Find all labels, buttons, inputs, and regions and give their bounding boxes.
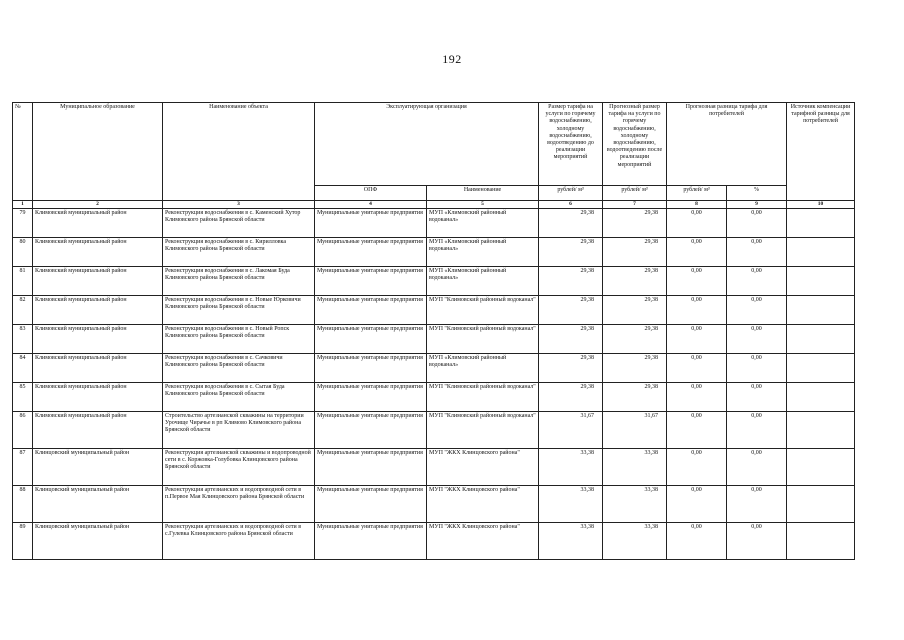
tariff-before-cell: 29,38	[539, 325, 603, 354]
organization-cell: МУП "Климовский районный водоканал"	[427, 412, 539, 449]
object-name-cell: Реконструкция водоснабжения в с. Новые Юрковичи Климовского района Брянской области	[163, 296, 315, 325]
tariff-diff-percent-cell: 0,00	[727, 486, 787, 523]
tariff-diff-percent-cell: 0,00	[727, 325, 787, 354]
row-number: 87	[13, 449, 33, 486]
opf-cell: Муниципальные унитарные предприятия	[315, 209, 427, 238]
table-row	[13, 325, 855, 354]
tariff-before-cell: 29,38	[539, 354, 603, 383]
object-name-cell: Реконструкция артезианской скважины и водопроводной сети в с. Коржовка-Голубовка Клинцовского района Брянской области	[163, 449, 315, 486]
row-number: 89	[13, 523, 33, 560]
header-municipality: Муниципальное образование	[33, 103, 163, 201]
tariff-diff-percent-cell: 0,00	[727, 267, 787, 296]
opf-cell: Муниципальные унитарные предприятия	[315, 267, 427, 296]
tariff-diff-cell: 0,00	[667, 296, 727, 325]
col-number: 9	[727, 201, 787, 209]
tariff-before-cell: 29,38	[539, 296, 603, 325]
tariff-before-cell: 31,67	[539, 412, 603, 449]
organization-cell: МУП "Климовский районный водоканал"	[427, 325, 539, 354]
tariff-diff-percent-cell: 0,00	[727, 383, 787, 412]
tariff-after-cell: 29,38	[603, 383, 667, 412]
tariff-before-cell: 29,38	[539, 238, 603, 267]
tariff-after-cell: 33,38	[603, 486, 667, 523]
row-number: 84	[13, 354, 33, 383]
header-operator: Эксплуатирующая организация	[315, 103, 539, 186]
table-row	[13, 267, 855, 296]
tariff-diff-percent-cell: 0,00	[727, 209, 787, 238]
tariff-before-cell: 33,38	[539, 449, 603, 486]
tariff-after-cell: 29,38	[603, 296, 667, 325]
opf-cell: Муниципальные унитарные предприятия	[315, 238, 427, 267]
table-row	[13, 296, 855, 325]
compensation-source-cell	[787, 354, 855, 383]
municipality-cell: Климовский муниципальный район	[33, 238, 163, 267]
page-number: 192	[442, 52, 462, 66]
table-row	[13, 354, 855, 383]
organization-cell: МУП "Климовский районный водоканал"	[427, 383, 539, 412]
opf-cell: Муниципальные унитарные предприятия	[315, 412, 427, 449]
table-row	[13, 383, 855, 412]
object-name-cell: Реконструкция водоснабжения в с. Каменский Хутор Климовского района Брянской области	[163, 209, 315, 238]
col-number: 2	[33, 201, 163, 209]
municipality-cell: Климовский муниципальный район	[33, 383, 163, 412]
opf-cell: Муниципальные унитарные предприятия	[315, 325, 427, 354]
table-row	[13, 209, 855, 238]
municipality-cell: Клинцовский муниципальный район	[33, 486, 163, 523]
opf-cell: Муниципальные унитарные предприятия	[315, 296, 427, 325]
header-object: Наименование объекта	[163, 103, 315, 201]
tariff-after-cell: 29,38	[603, 354, 667, 383]
tariff-diff-cell: 0,00	[667, 412, 727, 449]
municipality-cell: Климовский муниципальный район	[33, 296, 163, 325]
row-number: 80	[13, 238, 33, 267]
municipality-cell: Климовский муниципальный район	[33, 209, 163, 238]
object-name-cell: Реконструкция водоснабжения в с. Кирилловка Климовского района Брянской области	[163, 238, 315, 267]
compensation-source-cell	[787, 209, 855, 238]
municipality-cell: Клинцовский муниципальный район	[33, 523, 163, 560]
object-name-cell: Реконструкция артезианских и водопроводной сети в п.Первое Мая Клинцовского района Брянской области	[163, 486, 315, 523]
tariff-before-cell: 29,38	[539, 267, 603, 296]
organization-cell: МУП «Климовский районный водоканал»	[427, 354, 539, 383]
tariff-after-cell: 29,38	[603, 238, 667, 267]
tariff-after-cell: 33,38	[603, 523, 667, 560]
table-row	[13, 449, 855, 486]
col-number: 10	[787, 201, 855, 209]
tariff-diff-percent-cell: 0,00	[727, 238, 787, 267]
col-number: 1	[13, 201, 33, 209]
tariff-before-cell: 29,38	[539, 383, 603, 412]
organization-cell: МУП "ЖКХ Клинцовского района"	[427, 523, 539, 560]
table-row	[13, 238, 855, 267]
opf-cell: Муниципальные унитарные предприятия	[315, 486, 427, 523]
subheader-unit-diff: рублей/ м³	[667, 186, 727, 201]
tariff-after-cell: 31,67	[603, 412, 667, 449]
table-row	[13, 486, 855, 523]
tariff-after-cell: 33,38	[603, 449, 667, 486]
opf-cell: Муниципальные унитарные предприятия	[315, 449, 427, 486]
row-number: 86	[13, 412, 33, 449]
compensation-source-cell	[787, 238, 855, 267]
tariff-diff-cell: 0,00	[667, 449, 727, 486]
col-number: 5	[427, 201, 539, 209]
tariff-after-cell: 29,38	[603, 325, 667, 354]
tariff-diff-percent-cell: 0,00	[727, 296, 787, 325]
municipality-cell: Климовский муниципальный район	[33, 267, 163, 296]
compensation-source-cell	[787, 296, 855, 325]
table-row	[13, 412, 855, 449]
organization-cell: МУП «Климовский районный водоканал»	[427, 267, 539, 296]
column-number-row	[13, 201, 855, 209]
header-compensation-source: Источник компенсации тарифной разницы для потребителей	[787, 103, 855, 201]
col-number: 8	[667, 201, 727, 209]
compensation-source-cell	[787, 486, 855, 523]
compensation-source-cell	[787, 267, 855, 296]
col-number: 4	[315, 201, 427, 209]
opf-cell: Муниципальные унитарные предприятия	[315, 523, 427, 560]
header-tariff-diff: Прогнозная разница тарифа для потребителей	[667, 103, 787, 186]
tariff-before-cell: 33,38	[539, 523, 603, 560]
tariff-diff-cell: 0,00	[667, 354, 727, 383]
row-number: 81	[13, 267, 33, 296]
tariff-diff-cell: 0,00	[667, 523, 727, 560]
subheader-unit-after: рублей/ м³	[603, 186, 667, 201]
municipality-cell: Климовский муниципальный район	[33, 354, 163, 383]
organization-cell: МУП «Климовский районный водоканал»	[427, 238, 539, 267]
municipality-cell: Климовский муниципальный район	[33, 412, 163, 449]
tariff-table	[12, 102, 855, 560]
row-number: 79	[13, 209, 33, 238]
organization-cell: МУП «Климовский районный водоканал»	[427, 209, 539, 238]
tariff-after-cell: 29,38	[603, 267, 667, 296]
municipality-cell: Климовский муниципальный район	[33, 325, 163, 354]
compensation-source-cell	[787, 325, 855, 354]
compensation-source-cell	[787, 412, 855, 449]
col-number: 3	[163, 201, 315, 209]
organization-cell: МУП "ЖКХ Клинцовского района"	[427, 449, 539, 486]
tariff-diff-cell: 0,00	[667, 325, 727, 354]
row-number: 83	[13, 325, 33, 354]
row-number: 82	[13, 296, 33, 325]
object-name-cell: Реконструкция водоснабжения в с. Лакомая Буда Климовского района Брянской области	[163, 267, 315, 296]
tariff-diff-cell: 0,00	[667, 486, 727, 523]
subheader-name: Наименование	[427, 186, 539, 201]
col-number: 6	[539, 201, 603, 209]
tariff-before-cell: 33,38	[539, 486, 603, 523]
subheader-unit-before: рублей/ м³	[539, 186, 603, 201]
header-number: №	[13, 103, 33, 201]
tariff-diff-cell: 0,00	[667, 267, 727, 296]
header-tariff-before: Размер тарифа на услуги по горячему водоснабжению, холодному водоснабжению, водоотведению до реализации мероприятий	[539, 103, 603, 186]
tariff-after-cell: 29,38	[603, 209, 667, 238]
object-name-cell: Строительство артезианской скважины на территории Урочище Чирачье в рп Климово Климовского района Брянской области	[163, 412, 315, 449]
municipality-cell: Клинцовский муниципальный район	[33, 449, 163, 486]
tariff-before-cell: 29,38	[539, 209, 603, 238]
tariff-diff-percent-cell: 0,00	[727, 354, 787, 383]
tariff-diff-percent-cell: 0,00	[727, 523, 787, 560]
table-row	[13, 523, 855, 560]
subheader-opf: ОПФ	[315, 186, 427, 201]
subheader-percent: %	[727, 186, 787, 201]
object-name-cell: Реконструкция водоснабжения в с. Сачковичи Климовского района Брянской области	[163, 354, 315, 383]
compensation-source-cell	[787, 523, 855, 560]
organization-cell: МУП "ЖКХ Клинцовского района"	[427, 486, 539, 523]
opf-cell: Муниципальные унитарные предприятия	[315, 383, 427, 412]
row-number: 85	[13, 383, 33, 412]
compensation-source-cell	[787, 449, 855, 486]
tariff-diff-percent-cell: 0,00	[727, 412, 787, 449]
object-name-cell: Реконструкция водоснабжения в с. Сытая Буда Климовского района Брянской области	[163, 383, 315, 412]
col-number: 7	[603, 201, 667, 209]
row-number: 88	[13, 486, 33, 523]
object-name-cell: Реконструкция водоснабжения в с. Новый Ропск Климовского района Брянской области	[163, 325, 315, 354]
organization-cell: МУП "Климовский районный водоканал"	[427, 296, 539, 325]
compensation-source-cell	[787, 383, 855, 412]
tariff-diff-cell: 0,00	[667, 238, 727, 267]
object-name-cell: Реконструкция артезианских и водопроводной сети в с.Гулевка Клинцовского района Брянской области	[163, 523, 315, 560]
tariff-diff-percent-cell: 0,00	[727, 449, 787, 486]
header-tariff-after: Прогнозный размер тарифа на услуги по горячему водоснабжению, холодному водоснабжению, водоотведению после реализации мероприятий	[603, 103, 667, 186]
tariff-diff-cell: 0,00	[667, 383, 727, 412]
tariff-diff-cell: 0,00	[667, 209, 727, 238]
opf-cell: Муниципальные унитарные предприятия	[315, 354, 427, 383]
